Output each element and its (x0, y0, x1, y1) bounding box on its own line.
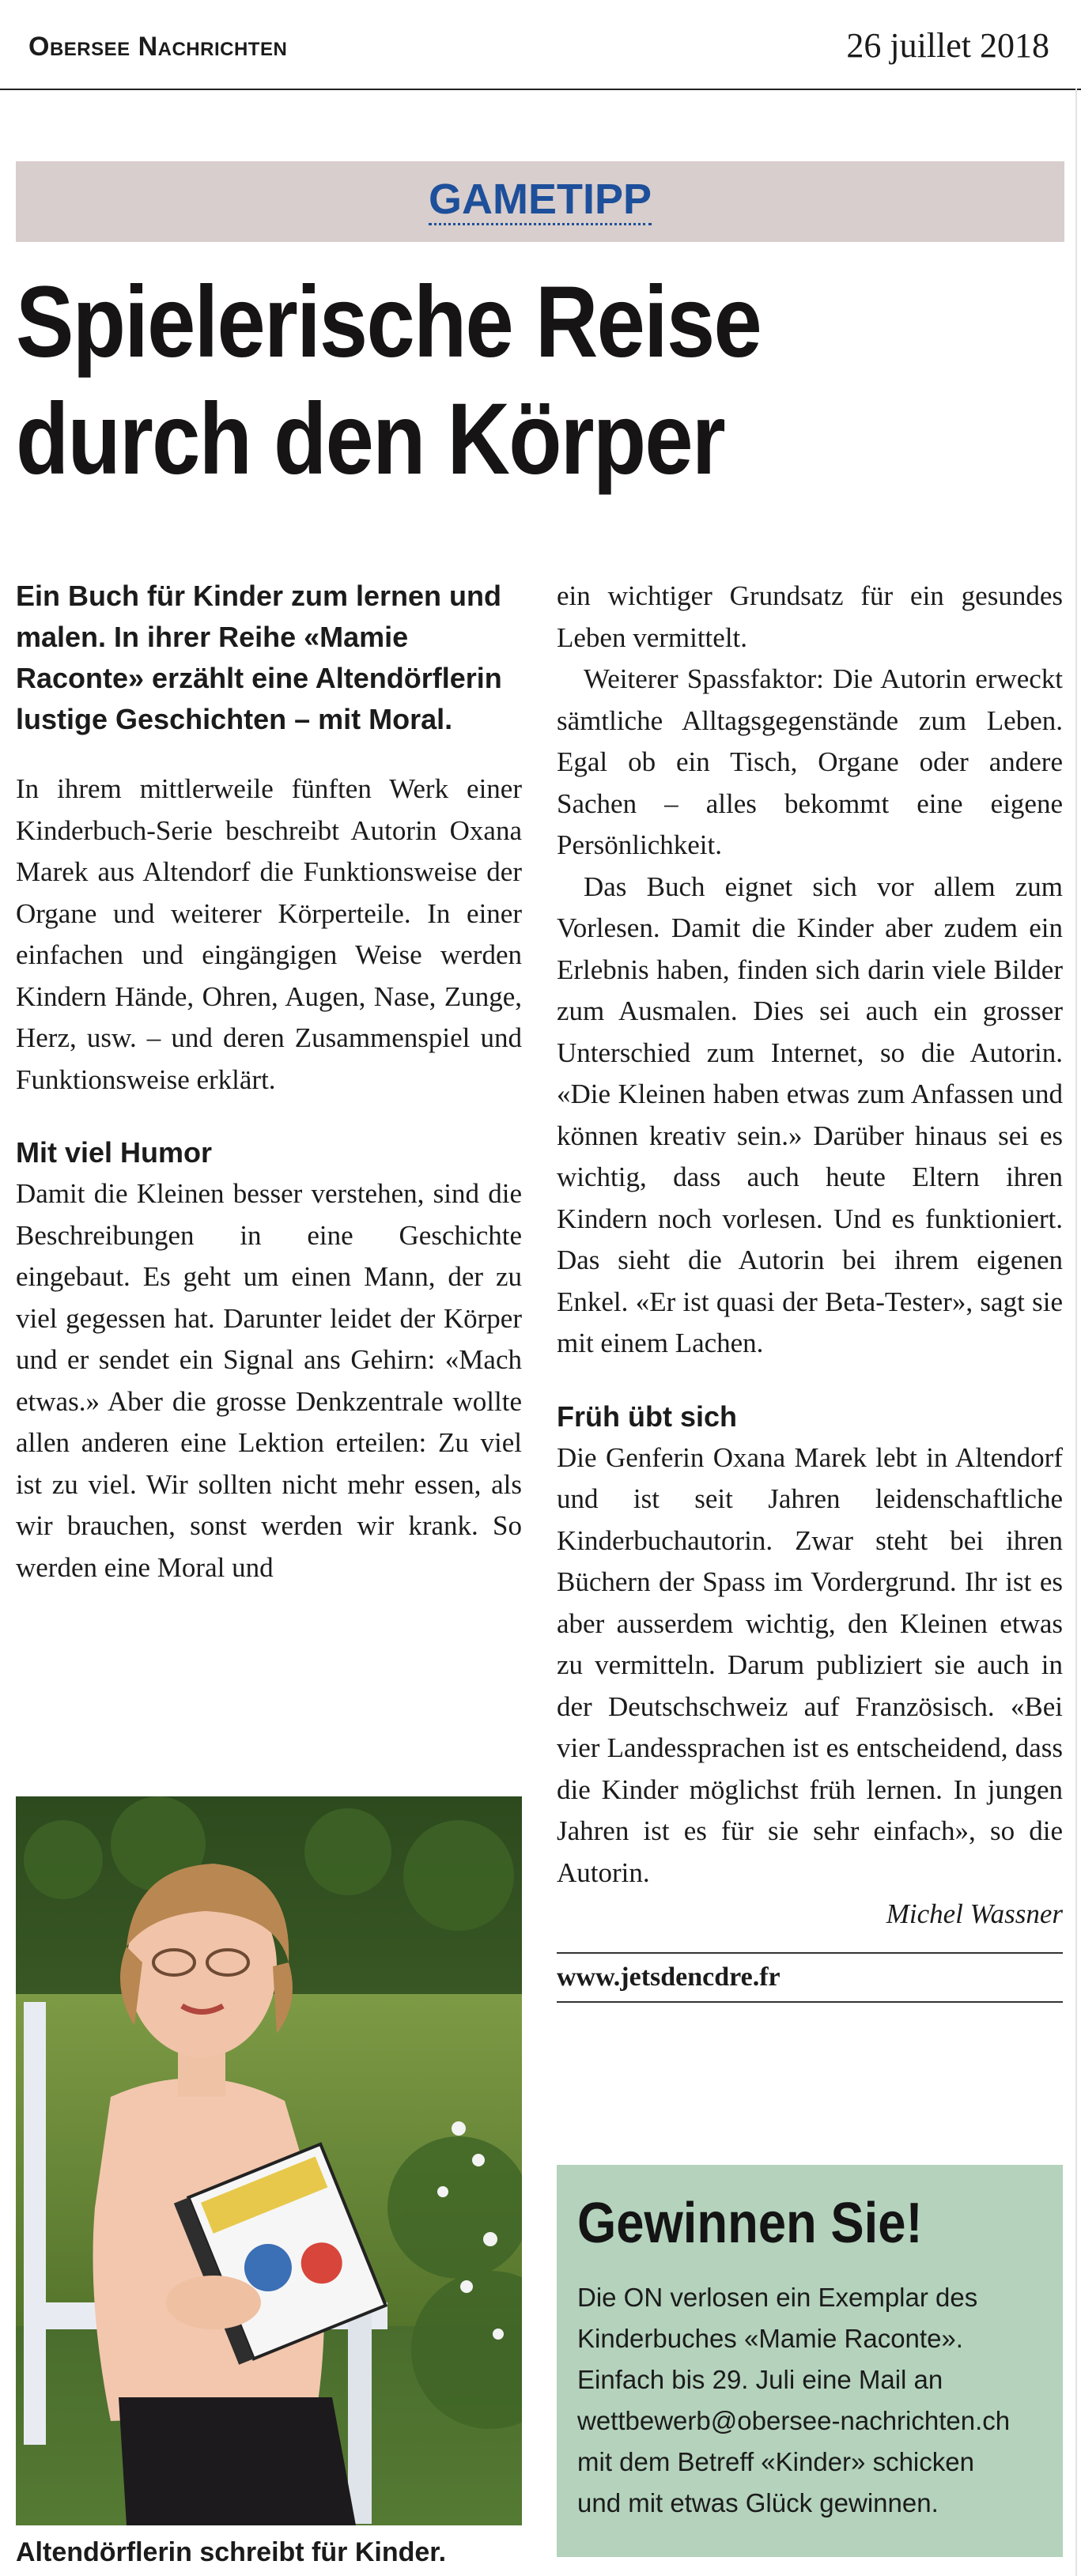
masthead (0, 0, 1081, 90)
contest-line: Einfach bis 29. Juli eine Mail an (577, 2365, 943, 2394)
contest-line: Kinderbuches «Mamie Raconte». (577, 2324, 963, 2353)
newspaper-name: Obersee Nachrichten (28, 32, 288, 62)
contest-text (577, 2277, 1042, 2524)
contest-box (557, 2165, 1063, 2557)
headline-line-2: durch den Körper (16, 383, 725, 496)
contest-title: Gewinnen Sie! (577, 2192, 923, 2255)
page-edge-rule (1075, 89, 1077, 2576)
paragraph-2-continued: ein wichtiger Grundsatz für ein gesundes Leben vermittelt. (557, 580, 1063, 653)
photo-caption: Altendörflerin schreibt für Kinder. (16, 2537, 447, 2567)
subhead-humor: Mit viel Humor (16, 1136, 213, 1169)
left-column (16, 576, 522, 1588)
paragraph-3: Weiterer Spassfaktor: Die Autorin erweckt sämtliche Alltagsgegenstände zum Leben. Egal ob ein Tisch, Organe oder andere Sachen – alles bekommt eine eigene Persönlichkeit. (557, 663, 1063, 860)
contest-email[interactable]: wettbewerb@obersee-nachrichten.ch (577, 2406, 1011, 2435)
paragraph-1: In ihrem mittlerweile fünften Werk einer Kinderbuch-Serie beschreibt Autorin Oxana Marek aus Altendorf die Funktionsweise der Organe und weiterer Körperteile. In einer einfachen und eingängigen Weise werden Kindern Hände, Ohren, Augen, Nase, Zunge, Herz, usw. – und deren Zusammenspiel und Funktionsweise erklärt. (16, 773, 522, 1095)
headline-line-1: Spielerische Reise (16, 266, 761, 379)
subhead-frueh: Früh übt sich (557, 1399, 737, 1433)
author-byline: Michel Wassner (886, 1898, 1063, 1929)
issue-date: 26 juillet 2018 (846, 26, 1049, 65)
right-column (557, 576, 1063, 2003)
website-link[interactable]: www.jetsdencdre.fr (557, 1952, 1063, 2003)
section-kicker: GAMETIPP (429, 177, 652, 225)
article-headline (16, 264, 917, 498)
paragraph-4: Das Buch eignet sich vor allem zum Vorlesen. Damit die Kinder aber zudem ein Erlebnis haben, finden sich darin viele Bilder zum Ausmalen. Dies sei auch ein grosser Unterschied zum Internet, so die Autorin. «Die Kleinen haben etwas zum Anfassen und können kreativ sein.» Darüber hinaus sei es wichtig, dass auch heute Eltern ihren Kindern noch vorlesen. Und es funktioniert. Das sieht die Autorin bei ihrem eigenen Enkel. «Er ist quasi der Beta-Tester», sagt sie mit einem Lachen. (557, 871, 1063, 1358)
paragraph-2: Damit die Kleinen besser verstehen, sind die Beschreibungen in eine Geschichte eingebaut. Es geht um einen Mann, der zu viel gegessen hat. Darunter leidet der Körper und er sendet ein Signal ans Gehirn: «Mach etwas.» Aber die grosse Denkzentrale wollte allen anderen eine Lektion erteilen: Zu viel ist zu viel. Wir sollten nicht mehr essen, als wir brauchen, sonst werden wir krank. So werden eine Moral und (16, 1178, 522, 1583)
article-lead: Ein Buch für Kinder zum lernen und malen. In ihrer Reihe «Mamie Raconte» erzählt eine Altendörflerin lustige Geschichten – mit Moral. (16, 580, 502, 735)
contest-line: und mit etwas Glück gewinnen. (577, 2488, 939, 2517)
photo-illustration (16, 1796, 522, 2525)
paragraph-5: Die Genferin Oxana Marek lebt in Altendorf und ist seit Jahren leidenschaftliche Kinderbuchautorin. Zwar steht bei ihren Büchern der Spass im Vordergrund. Ihr ist es aber ausserdem wichtig, den Kleinen etwas zu vermitteln. Darum publiziert sie auch in der Deutschschweiz auf Französisch. «Bei vier Landessprachen ist es entscheidend, dass die Kinder möglichst früh lernen. In jungen Jahren ist es für sie sehr einfach», so die Autorin. (557, 1441, 1063, 1888)
author-photo (16, 1796, 522, 2525)
contest-line: mit dem Betreff «Kinder» schicken (577, 2447, 974, 2476)
contest-line: Die ON verlosen ein Exemplar des (577, 2283, 978, 2312)
kicker-bar (16, 161, 1064, 242)
